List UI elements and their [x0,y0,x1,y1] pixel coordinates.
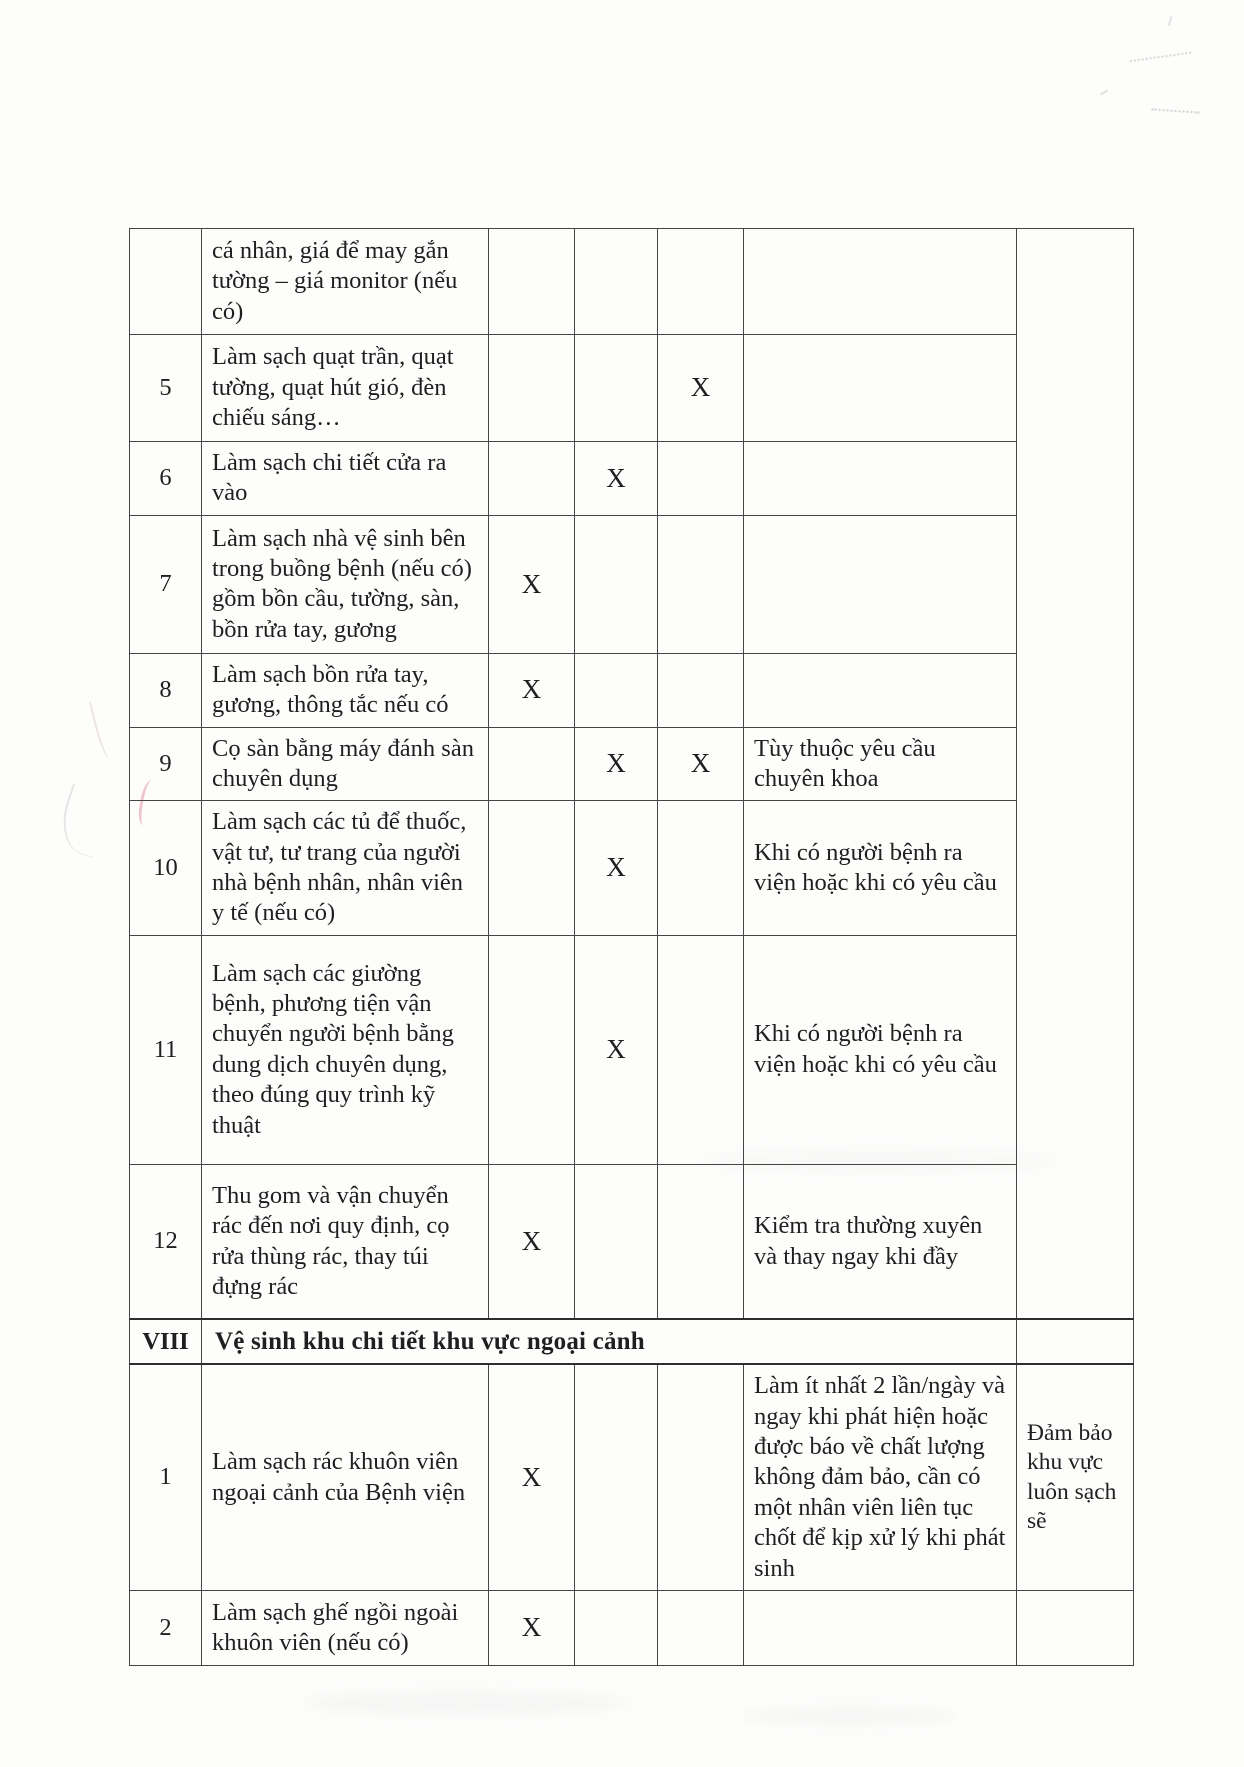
task-cell: cá nhân, giá để may gắn tường – giá monitor (nếu có) [202,229,489,335]
check-cell-1 [489,442,575,516]
pencil-mark [1152,94,1201,113]
check-cell-1 [489,801,575,936]
check-cell-1: X [489,1164,575,1319]
check-cell-1 [489,229,575,335]
row-number-cell: 12 [130,1164,202,1319]
table-row [130,801,1134,936]
task-cell: Làm sạch chi tiết cửa ra vào [202,442,489,516]
row-number-cell: 2 [130,1590,202,1665]
outcome-cell [1017,1590,1134,1665]
scan-smudge [300,1690,630,1716]
row-number-cell: 5 [130,335,202,442]
task-cell: Làm sạch các giường bệnh, phương tiện vận chuyển người bệnh bằng dung dịch chuyên dụng, theo đúng quy trình kỹ thuật [202,935,489,1164]
check-cell-3 [658,229,744,335]
check-cell-2 [575,515,658,653]
note-cell: Khi có người bệnh ra viện hoặc khi có yêu cầu [744,935,1017,1164]
check-cell-3: X [658,335,744,442]
outcome-cell: Đảm bảo khu vực luôn sạch sẽ [1017,1364,1134,1590]
check-cell-2 [575,335,658,442]
task-cell: Làm sạch rác khuôn viên ngoại cảnh của Bệnh viện [202,1364,489,1590]
table-row [130,935,1134,1164]
check-cell-2: X [575,935,658,1164]
check-cell-3 [658,1164,744,1319]
note-cell [744,229,1017,335]
table-row [130,1590,1134,1665]
check-cell-1: X [489,1590,575,1665]
note-cell [744,653,1017,727]
check-cell-2: X [575,727,658,801]
section-numeral-cell: VIII [130,1319,202,1364]
table-row [130,335,1134,442]
note-cell [744,1590,1017,1665]
pencil-mark [1127,30,1192,62]
table-row [130,229,1134,335]
task-cell: Làm sạch quạt trần, quạt tường, quạt hút gió, đèn chiếu sáng… [202,335,489,442]
check-cell-3 [658,935,744,1164]
check-cell-1 [489,727,575,801]
check-cell-3 [658,442,744,516]
note-cell: Kiểm tra thường xuyên và thay ngay khi đầy [744,1164,1017,1319]
task-cell: Làm sạch ghế ngồi ngoài khuôn viên (nếu có) [202,1590,489,1665]
row-number-cell: 11 [130,935,202,1164]
pink-pen-mark [89,699,115,760]
row-number-cell: 6 [130,442,202,516]
note-cell: Làm ít nhất 2 lần/ngày và ngay khi phát hiện hoặc được báo về chất lượng không đảm bảo, cần có một nhân viên liên tục chốt để kịp xử lý khi phát sinh [744,1364,1017,1590]
check-cell-2 [575,1364,658,1590]
check-cell-3 [658,1590,744,1665]
check-cell-1 [489,935,575,1164]
table-row [130,1364,1134,1590]
table-row [130,442,1134,516]
check-cell-1: X [489,515,575,653]
note-cell [744,442,1017,516]
row-number-cell: 10 [130,801,202,936]
check-cell-2: X [575,442,658,516]
check-cell-2 [575,229,658,335]
merged-outcome-cell [1017,229,1134,1320]
section-title-cell: Vệ sinh khu chi tiết khu vực ngoại cảnh [202,1319,1017,1364]
check-cell-2 [575,653,658,727]
check-cell-1: X [489,1364,575,1590]
check-cell-1 [489,335,575,442]
check-cell-2 [575,1164,658,1319]
row-number-cell: 8 [130,653,202,727]
note-cell [744,335,1017,442]
table-row [130,515,1134,653]
check-cell-3 [658,653,744,727]
scan-smudge [740,1706,960,1726]
table-row [130,1164,1134,1319]
check-cell-2 [575,1590,658,1665]
section-header-row [130,1319,1134,1364]
pencil-mark [1096,83,1108,96]
section-outcome-cell [1017,1319,1134,1364]
task-cell: Làm sạch nhà vệ sinh bên trong buồng bệnh (nếu có) gồm bồn cầu, tường, sàn, bồn rửa tay, gương [202,515,489,653]
check-cell-1: X [489,653,575,727]
cleaning-schedule-table [129,228,1134,1666]
row-number-cell [130,229,202,335]
task-cell: Làm sạch bồn rửa tay, gương, thông tắc nếu có [202,653,489,727]
task-cell: Cọ sàn bằng máy đánh sàn chuyên dụng [202,727,489,801]
task-cell: Thu gom và vận chuyển rác đến nơi quy định, cọ rửa thùng rác, thay túi đựng rác [202,1164,489,1319]
task-cell: Làm sạch các tủ để thuốc, vật tư, tư trang của người nhà bệnh nhân, nhân viên y tế (nếu có) [202,801,489,936]
check-cell-3 [658,1364,744,1590]
check-cell-3: X [658,727,744,801]
check-cell-3 [658,801,744,936]
check-cell-3 [658,515,744,653]
note-cell: Khi có người bệnh ra viện hoặc khi có yêu cầu [744,801,1017,936]
pencil-scribble [53,783,113,858]
note-cell: Tùy thuộc yêu cầu chuyên khoa [744,727,1017,801]
check-cell-2: X [575,801,658,936]
row-number-cell: 7 [130,515,202,653]
row-number-cell: 1 [130,1364,202,1590]
note-cell [744,515,1017,653]
row-number-cell: 9 [130,727,202,801]
table-row [130,727,1134,801]
table-row [130,653,1134,727]
